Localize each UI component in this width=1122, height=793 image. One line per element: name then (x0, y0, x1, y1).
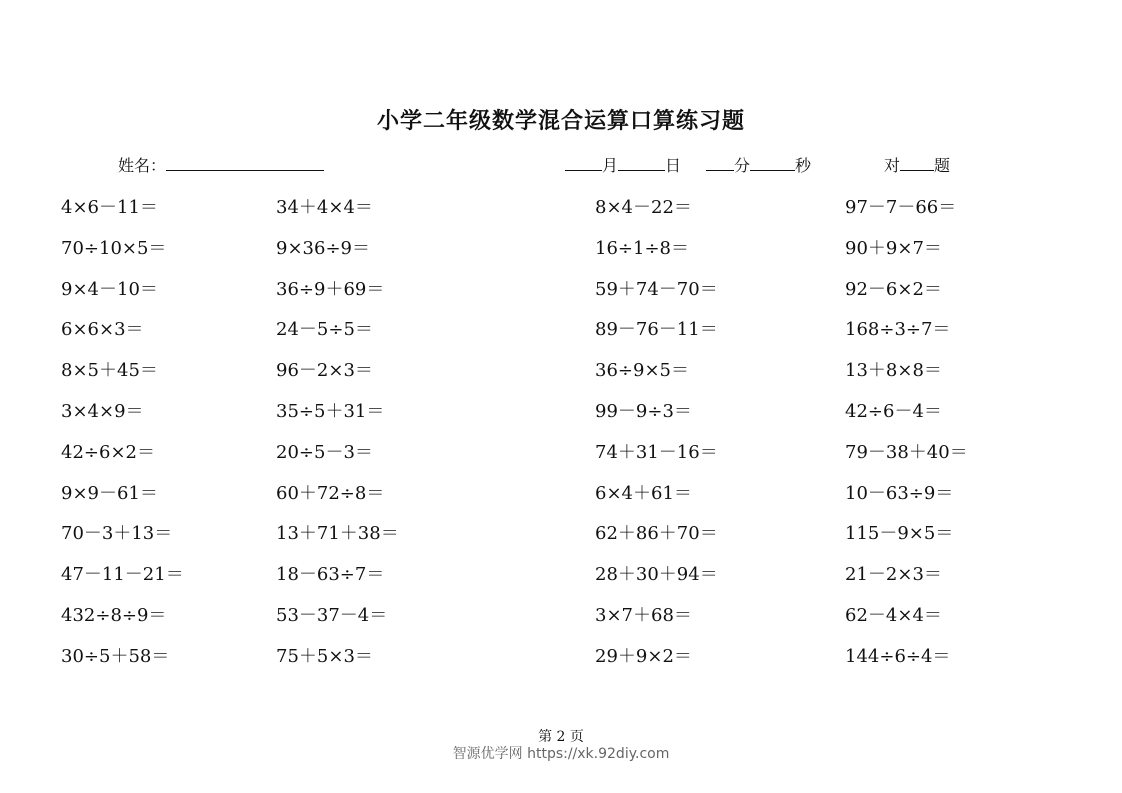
problem-item: 144÷6÷4＝ (845, 645, 951, 667)
problem-row (0, 315, 1122, 356)
problem-item: 16÷1÷8＝ (595, 237, 689, 259)
problem-item: 92－6×2＝ (845, 278, 942, 300)
correct-blank[interactable] (900, 154, 934, 171)
problem-item: 36÷9＋69＝ (276, 278, 385, 300)
problem-row (0, 479, 1122, 520)
problem-item: 62－4×4＝ (845, 604, 942, 626)
problem-item: 10－63÷9＝ (845, 482, 954, 504)
problem-item: 9×9－61＝ (61, 482, 158, 504)
problem-item: 20÷5－3＝ (276, 441, 373, 463)
month-blank[interactable] (565, 154, 602, 171)
problem-item: 90＋9×7＝ (845, 237, 942, 259)
problem-item: 53－37－4＝ (276, 604, 388, 626)
problem-item: 35÷5＋31＝ (276, 400, 385, 422)
problem-row (0, 234, 1122, 275)
problem-row (0, 275, 1122, 316)
problem-item: 24－5÷5＝ (276, 319, 373, 341)
problem-row (0, 397, 1122, 438)
problem-item: 13＋8×8＝ (845, 360, 942, 382)
info-row (0, 153, 1122, 179)
problem-row (0, 356, 1122, 397)
problem-item: 3×7＋68＝ (595, 604, 692, 626)
problem-item: 60＋72÷8＝ (276, 482, 385, 504)
problem-item: 4×6－11＝ (61, 197, 158, 218)
problem-item: 9×4－10＝ (61, 278, 158, 300)
problem-item: 96－2×3＝ (276, 360, 373, 382)
name-section (118, 153, 324, 176)
problem-row (0, 193, 1122, 234)
problem-item: 34＋4×4＝ (276, 197, 373, 218)
problem-item: 432÷8÷9＝ (61, 604, 167, 626)
problem-item: 97－7－66＝ (845, 197, 957, 218)
problem-item: 75＋5×3＝ (276, 645, 373, 667)
date-section (565, 153, 681, 176)
score-section (884, 153, 950, 176)
problem-item: 36÷9×5＝ (595, 360, 689, 382)
problem-item: 115－9×5＝ (845, 523, 954, 545)
problem-item: 28＋30＋94＝ (595, 564, 718, 586)
problem-item: 3×4×9＝ (61, 400, 144, 422)
problem-row (0, 438, 1122, 479)
problem-item: 62＋86＋70＝ (595, 523, 718, 545)
problem-item: 79－38＋40＝ (845, 441, 968, 463)
problem-item: 18－63÷7＝ (276, 564, 385, 586)
second-blank[interactable] (750, 154, 795, 171)
problem-item: 89－76－11＝ (595, 319, 718, 341)
problem-item: 6×4＋61＝ (595, 482, 692, 504)
minute-blank[interactable] (706, 154, 734, 171)
day-blank[interactable] (618, 154, 665, 171)
problem-row (0, 642, 1122, 683)
problem-item: 6×6×3＝ (61, 319, 144, 341)
problem-item: 47－11－21＝ (61, 564, 184, 586)
month-label: 月 (602, 156, 619, 175)
problem-item: 59＋74－70＝ (595, 278, 718, 300)
name-label: 姓名： (118, 156, 167, 175)
problem-item: 99－9÷3＝ (595, 400, 692, 422)
minute-label: 分 (734, 156, 751, 175)
problem-item: 70－3＋13＝ (61, 523, 173, 545)
name-blank[interactable] (166, 154, 324, 171)
problem-item: 168÷3÷7＝ (845, 319, 951, 341)
problem-row (0, 560, 1122, 601)
page-title: 小学二年级数学混合运算口算练习题 (376, 108, 745, 134)
problem-item: 9×36÷9＝ (276, 237, 370, 259)
problem-item: 42÷6×2＝ (61, 441, 155, 463)
day-label: 日 (665, 156, 682, 175)
problem-item: 70÷10×5＝ (61, 237, 167, 259)
problem-grid (0, 193, 1122, 683)
problem-item: 21－2×3＝ (845, 564, 942, 586)
problem-item: 29＋9×2＝ (595, 645, 692, 667)
problem-item: 13＋71＋38＝ (276, 523, 399, 545)
problem-row (0, 519, 1122, 560)
problem-item: 74＋31－16＝ (595, 441, 718, 463)
problem-item: 8×5＋45＝ (61, 360, 158, 382)
problem-item: 30÷5＋58＝ (61, 645, 170, 667)
time-section (706, 153, 811, 176)
second-label: 秒 (795, 156, 812, 175)
question-label: 题 (934, 156, 951, 175)
page-number: 第 2 页 (538, 729, 584, 745)
problem-item: 8×4－22＝ (595, 197, 692, 218)
correct-label: 对 (884, 156, 901, 175)
problem-item: 42÷6－4＝ (845, 400, 942, 422)
site-watermark: 智源优学网 https://xk.92diy.com (452, 746, 670, 762)
problem-row (0, 601, 1122, 642)
